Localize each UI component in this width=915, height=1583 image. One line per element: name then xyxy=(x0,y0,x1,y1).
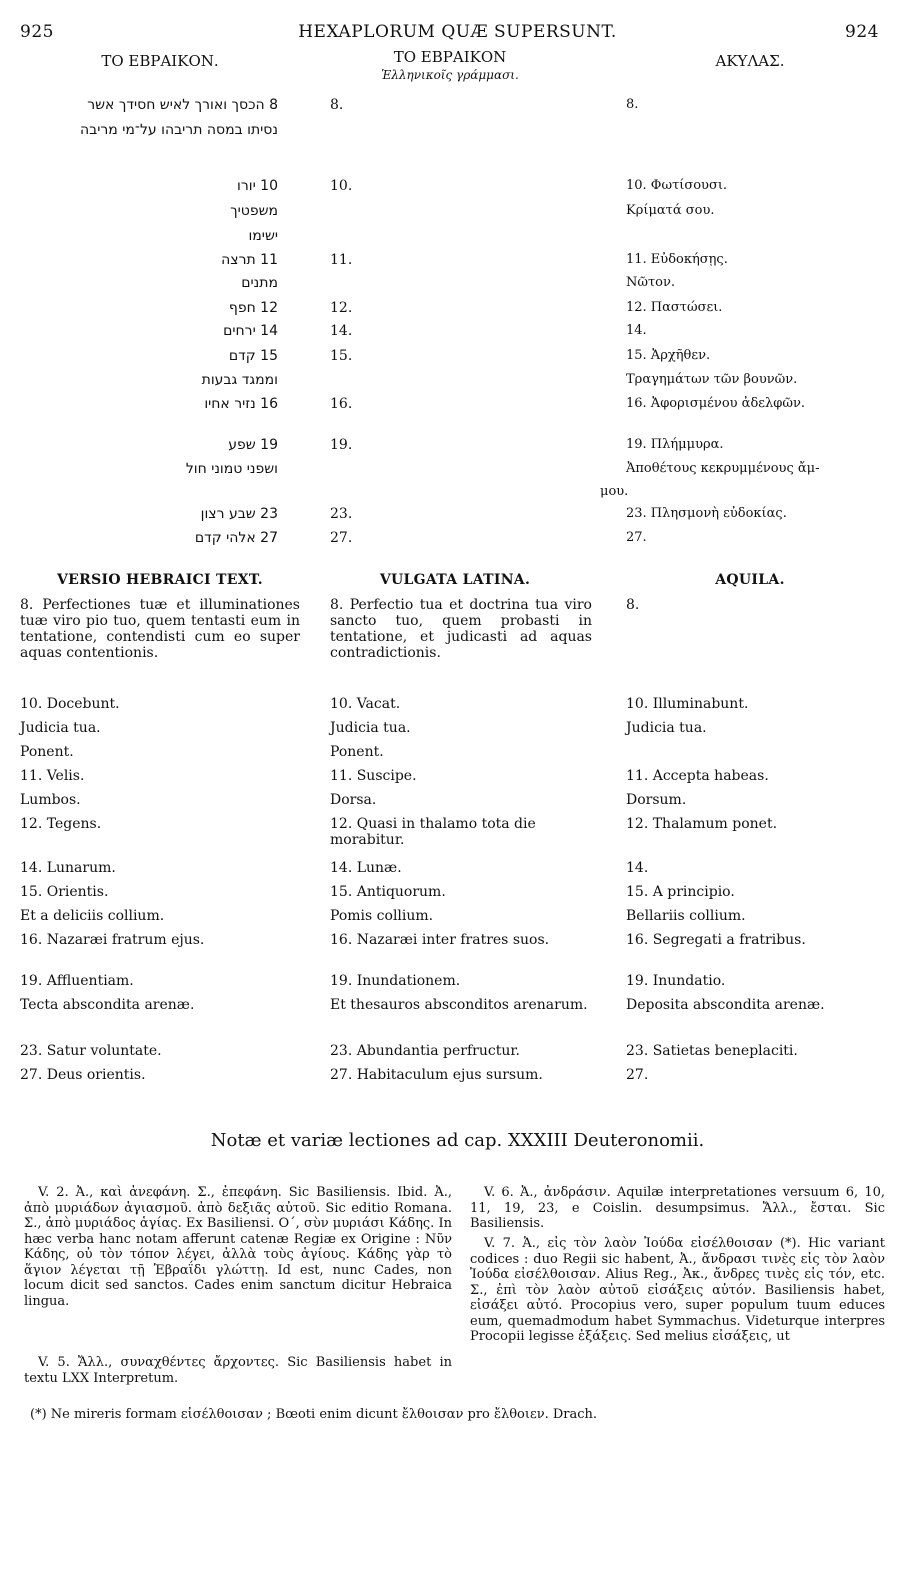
column-title-vulgata: VULGATA LATINA. xyxy=(379,572,531,588)
aquila-line: 27. xyxy=(626,1067,649,1083)
aquila-greek-line: 27. xyxy=(626,530,647,545)
versio-line: 27. Deus orientis. xyxy=(20,1067,146,1083)
note-right-2: V. 7. Ἀ., εἰς τὸν λαὸν Ἰούδα εἰσέλθοισαν (*). Hic variant codices : duo Regii sic habent, Ἀ., ἄνδρασι τινὲς εἰς τὸν λαὸν Ἰούδα εἰσέλθοισαν. Alius Reg., Ἀκ., ἄνδρες τινὲς εἰς τόν, etc. Σ., ἐπὶ τὸν λαὸν αὐτοῦ εἰσάξεις αὐτόν. Basiliensis habet, εἰσάξει αὐτό. Procopius vero, super populum tuum educes eum, quemadmodum habet Symmachus. Videturque interpres Procopii legisse ἐξάξεις. Sed melius εἰσάξεις, ut xyxy=(470,1236,885,1344)
transliteration-verse-number: 16. xyxy=(330,396,353,412)
running-title: HEXAPLORUM QUÆ SUPERSUNT. xyxy=(298,22,617,42)
versio-line: 12. Tegens. xyxy=(20,816,102,832)
aquila-greek-line: 11. Εὐδοκήσῃς. xyxy=(626,252,728,267)
footnote: (*) Ne mireris formam εἰσέλθοισαν ; Bœoti enim dicunt ἔλθοισαν pro ἔλθοιεν. Drach. xyxy=(30,1407,598,1422)
aquila-greek-line: 12. Παστώσει. xyxy=(626,300,723,315)
aquila-greek-line: μου. xyxy=(600,484,629,499)
vulgata-line: 11. Suscipe. xyxy=(330,768,417,784)
column-title-aquila: AQUILA. xyxy=(715,572,785,588)
vulgata-line: 27. Habitaculum ejus sursum. xyxy=(330,1067,543,1083)
page-number-left: 925 xyxy=(20,22,54,42)
note-right-1: V. 6. Ἀ., ἀνδράσιν. Aquilæ interpretationes versuum 6, 10, 11, 19, 23, e Coislin. desumpsimus. Ἄλλ., ἔσται. Sic Basiliensis. xyxy=(470,1185,885,1231)
aquila-line: 14. xyxy=(626,860,649,876)
column-subtitle: Ἑλληνικοῖς γράμμασι. xyxy=(381,68,519,82)
hebrew-line: 8 הכסך ואורך לאיש חסידך אשר xyxy=(87,97,278,113)
vulgata-line: Dorsa. xyxy=(330,792,377,808)
aquila-greek-line: 10. Φωτίσουσι. xyxy=(626,178,728,193)
aquila-greek-line: Κρίματά σου. xyxy=(626,203,715,218)
aquila-line: 15. A principio. xyxy=(626,884,735,900)
aquila-greek-line: Νῶτον. xyxy=(626,275,676,290)
note-left-2: V. 5. Ἄλλ., συναχθέντες ἄρχοντες. Sic Basiliensis habet in textu LXX Interpretum. xyxy=(24,1355,452,1386)
transliteration-verse-number: 27. xyxy=(330,530,353,546)
aquila-greek-line: 15. Ἀρχῆθεν. xyxy=(626,348,711,363)
aquila-line: 12. Thalamum ponet. xyxy=(626,816,778,832)
versio-line: 15. Orientis. xyxy=(20,884,109,900)
column-title-hebrew-greek-letters: ΤΟ ΕΒΡΑΙΚΟΝ xyxy=(393,48,507,66)
column-title-hebrew: ΤΟ ΕΒΡΑΙΚΟΝ. xyxy=(101,52,219,70)
aquila-greek-line: 8. xyxy=(626,97,639,112)
aquila-greek-line: 16. Ἀφορισμένου ἀδελφῶν. xyxy=(626,396,806,411)
aquila-greek-line: 23. Πλησμονὴ εὐδοκίας. xyxy=(626,506,787,521)
vulgata-line: 19. Inundationem. xyxy=(330,973,461,989)
vulgata-line: 10. Vacat. xyxy=(330,696,401,712)
versio-line: 11. Velis. xyxy=(20,768,85,784)
column-title-aquila-greek: ΑΚΥΛΑΣ. xyxy=(715,52,785,70)
aquila-line: Deposita abscondita arenæ. xyxy=(626,997,825,1013)
aquila-line: 23. Satietas beneplaciti. xyxy=(626,1043,798,1059)
hebrew-line: ושפני טמוני חול xyxy=(185,461,278,477)
hebrew-line: נסיתו במסה תריבהו על־מי מריבה xyxy=(80,122,278,138)
hebrew-line: 23 שבע רצון xyxy=(200,506,278,522)
versio-line: Ponent. xyxy=(20,744,74,760)
aquila-line: 10. Illuminabunt. xyxy=(626,696,749,712)
transliteration-verse-number: 8. xyxy=(330,97,344,113)
vulgata-line: Ponent. xyxy=(330,744,384,760)
note-left-1: V. 2. Ἀ., καὶ ἀνεφάνη. Σ., ἐπεφάνη. Sic Basiliensis. Ibid. Ἀ., ἀπὸ μυριάδων ἁγιασμοῦ. ἀπὸ δεξιᾶς αὐτοῦ. Sic editio Romana. Σ., ἀπὸ μυριάδος ἁγίας. Ex Basiliensi. Ο΄, σὺν μυριάσι Κάδης. In hæc verba hanc notam afferunt catenæ Regiæ ex Origine : Νῦν Κάδης, οὐ τὸν τόπον λέγει, ἀλλὰ τοὺς ἁγίους. Κάδης γὰρ τὸ ἅγιον λέγεται τῇ Ἑβραΐδι γλώττῃ. Id est, nunc Cades, non locum dicit sed sanctos. Cades enim sanctum dicitur Hebraica lingua. xyxy=(24,1185,452,1309)
versio-line: 23. Satur voluntate. xyxy=(20,1043,162,1059)
versio-verse-8: 8. Perfectiones tuæ et illuminationes tuæ viro pio tuo, quem tentasti eum in tentatione, contendisti cum eo super aquas contentionis. xyxy=(20,597,300,661)
versio-line: 19. Affluentiam. xyxy=(20,973,134,989)
vulgata-line: 12. Quasi in thalamo tota die morabitur. xyxy=(330,816,536,848)
hebrew-line: מתנים xyxy=(241,275,278,291)
versio-line: Judicia tua. xyxy=(20,720,101,736)
column-title-versio: VERSIO HEBRAICI TEXT. xyxy=(57,572,263,588)
hebrew-line: 10 יורו xyxy=(237,178,278,194)
hebrew-line: 16 נזיר אחיו xyxy=(204,396,278,412)
transliteration-verse-number: 23. xyxy=(330,506,353,522)
versio-line: Et a deliciis collium. xyxy=(20,908,165,924)
aquila-line: 19. Inundatio. xyxy=(626,973,726,989)
hebrew-line: וממגד גבעות xyxy=(201,372,278,388)
transliteration-verse-number: 15. xyxy=(330,348,353,364)
hebrew-line: משפטיך xyxy=(230,203,278,219)
hebrew-line: 15 קדם xyxy=(228,348,278,364)
transliteration-verse-number: 11. xyxy=(330,252,353,268)
transliteration-verse-number: 14. xyxy=(330,323,353,339)
vulgata-verse-8: 8. Perfectio tua et doctrina tua viro sancto tuo, quem probasti in tentatione, et judicasti ad aquas contradictionis. xyxy=(330,597,592,661)
hebrew-line: ישימו xyxy=(248,228,278,244)
hebrew-line: 19 שפע xyxy=(228,437,278,453)
versio-line: 16. Nazaræi fratrum ejus. xyxy=(20,932,205,948)
notes-title: Notæ et variæ lectiones ad cap. XXXIII Deuteronomii. xyxy=(210,1130,705,1151)
hebrew-line: 27 אלהי קדם xyxy=(194,530,278,546)
versio-line: 14. Lunarum. xyxy=(20,860,116,876)
vulgata-line: Judicia tua. xyxy=(330,720,411,736)
versio-line: Lumbos. xyxy=(20,792,81,808)
vulgata-line: 15. Antiquorum. xyxy=(330,884,446,900)
page-number-right: 924 xyxy=(845,22,879,42)
hebrew-line: 12 חפף xyxy=(228,300,278,316)
versio-line: 10. Docebunt. xyxy=(20,696,120,712)
aquila-line: Judicia tua. xyxy=(626,720,707,736)
aquila-greek-line: Τραγημάτων τῶν βουνῶν. xyxy=(626,372,798,387)
aquila-verse-8: 8. xyxy=(626,597,640,613)
vulgata-line: Et thesauros absconditos arenarum. xyxy=(330,997,588,1013)
aquila-line: Dorsum. xyxy=(626,792,687,808)
vulgata-line: 14. Lunæ. xyxy=(330,860,402,876)
transliteration-verse-number: 19. xyxy=(330,437,353,453)
aquila-line: 11. Accepta habeas. xyxy=(626,768,769,784)
hebrew-line: 11 תרצה xyxy=(221,252,278,268)
aquila-greek-line: Ἀποθέτους κεκρυμμένους ἄμ- xyxy=(626,461,820,476)
aquila-greek-line: 14. xyxy=(626,323,647,338)
aquila-line: 16. Segregati a fratribus. xyxy=(626,932,806,948)
vulgata-line: 23. Abundantia perfructur. xyxy=(330,1043,520,1059)
versio-line: Tecta abscondita arenæ. xyxy=(20,997,195,1013)
hebrew-line: 14 ירחים xyxy=(223,323,278,339)
aquila-greek-line: 19. Πλήμμυρα. xyxy=(626,437,724,452)
vulgata-line: Pomis collium. xyxy=(330,908,434,924)
vulgata-line: 16. Nazaræi inter fratres suos. xyxy=(330,932,550,948)
aquila-line: Bellariis collium. xyxy=(626,908,746,924)
transliteration-verse-number: 12. xyxy=(330,300,353,316)
transliteration-verse-number: 10. xyxy=(330,178,353,194)
